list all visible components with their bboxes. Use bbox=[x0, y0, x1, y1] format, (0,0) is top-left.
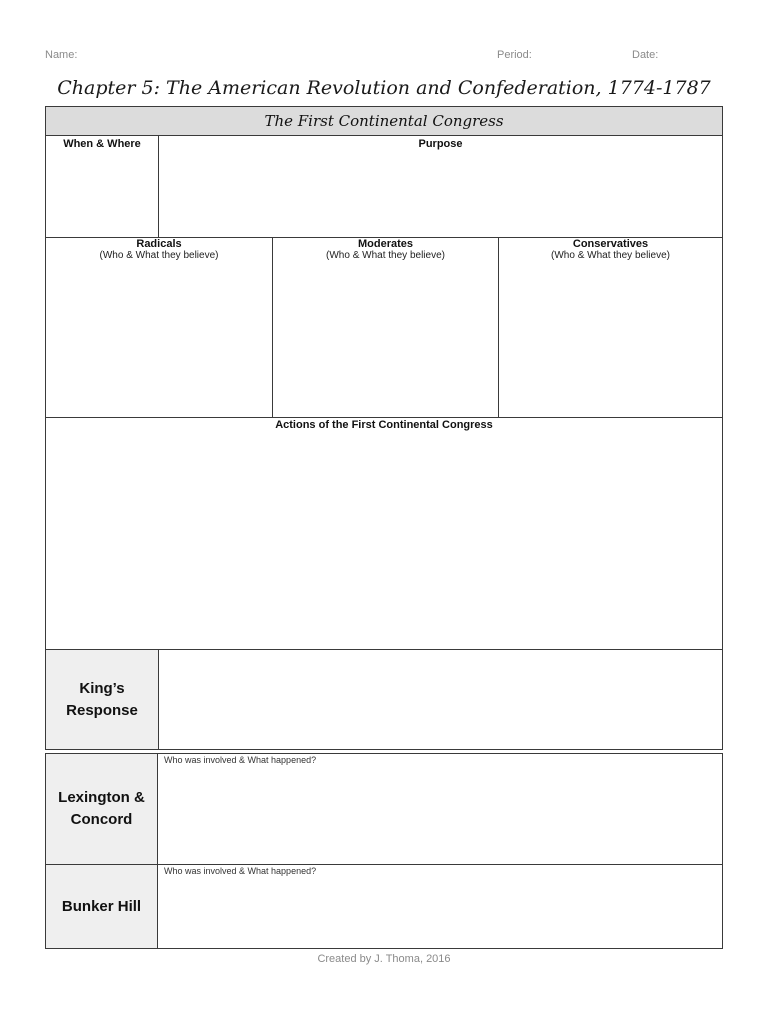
congress-table bbox=[45, 106, 723, 750]
actions-label: Actions of the First Continental Congress bbox=[275, 419, 493, 431]
date-label: Date: bbox=[632, 49, 659, 61]
lexington-concord-text: Lexington & Concord bbox=[58, 789, 145, 828]
divider bbox=[46, 417, 722, 418]
congress-section-title: The First Continental Congress bbox=[46, 107, 722, 136]
actions-answer-area[interactable] bbox=[46, 435, 722, 648]
divider bbox=[498, 237, 499, 417]
purpose-label: Purpose bbox=[418, 138, 463, 150]
radicals-label: Radicals bbox=[136, 238, 182, 250]
divider bbox=[272, 237, 273, 417]
kings-response-label bbox=[46, 650, 158, 749]
page-title: Chapter 5: The American Revolution and Confederation, 1774-1787 bbox=[57, 77, 711, 99]
bunker-hill-prompt: Who was involved & What happened? bbox=[164, 866, 317, 876]
lexington-concord-label bbox=[46, 754, 157, 864]
bunker-hill-label bbox=[46, 865, 157, 948]
conservatives-cell bbox=[499, 238, 722, 261]
moderates-cell bbox=[273, 238, 498, 261]
moderates-label: Moderates bbox=[357, 238, 414, 250]
radicals-cell bbox=[46, 238, 272, 261]
name-label: Name: bbox=[45, 49, 78, 61]
moderates-sublabel: (Who & What they believe) bbox=[326, 250, 445, 261]
when-where-label: When & Where bbox=[63, 138, 141, 150]
lexington-prompt: Who was involved & What happened? bbox=[164, 755, 317, 765]
radicals-sublabel: (Who & What they believe) bbox=[99, 250, 219, 261]
conservatives-label: Conservatives bbox=[572, 238, 649, 250]
purpose-answer-area[interactable] bbox=[159, 152, 722, 236]
battles-table bbox=[45, 753, 723, 949]
kings-response-text: King’s Response bbox=[66, 679, 138, 719]
footer-credit: Created by J. Thoma, 2016 bbox=[317, 953, 451, 965]
period-label: Period: bbox=[497, 49, 532, 61]
when-where-answer-area[interactable] bbox=[46, 152, 158, 236]
conservatives-sublabel: (Who & What they believe) bbox=[551, 250, 670, 261]
kings-response-answer-area[interactable] bbox=[159, 650, 722, 749]
bunker-hill-answer-area[interactable] bbox=[158, 879, 722, 948]
lexington-answer-area[interactable] bbox=[158, 768, 722, 864]
bunker-hill-text: Bunker Hill bbox=[61, 897, 142, 915]
